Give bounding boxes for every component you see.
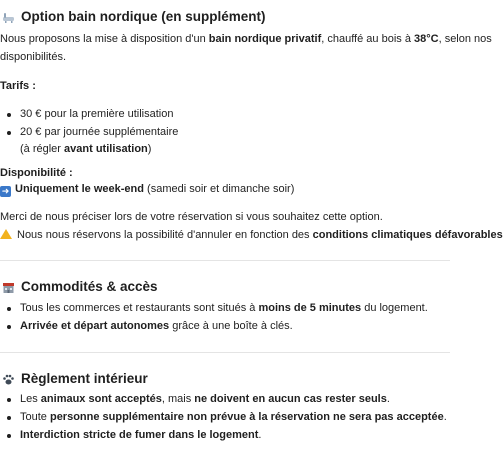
commodites-heading-row bbox=[2, 278, 158, 296]
paw-icon bbox=[2, 373, 15, 386]
sauna-intro bbox=[0, 32, 492, 47]
bathtub-icon bbox=[2, 11, 15, 24]
divider bbox=[0, 352, 450, 353]
commodite-text-2: du logement. bbox=[361, 302, 428, 314]
note-text-2: ) bbox=[147, 143, 152, 155]
sauna-title-text: Option bain nordique (en supplément) bbox=[21, 9, 266, 24]
intro-text-2: , chauffé au bois à bbox=[321, 33, 414, 45]
warning-line bbox=[0, 228, 503, 243]
sauna-heading-row bbox=[2, 8, 266, 26]
dispo-label bbox=[0, 166, 73, 181]
list-item: 30 € pour la première utilisation bbox=[0, 107, 178, 125]
note-bold: avant utilisation bbox=[64, 143, 148, 155]
regle-text-6: . bbox=[258, 429, 262, 441]
regle-text-1: Les bbox=[20, 393, 41, 405]
regle-bold-4: Interdiction stricte de fumer dans le logement bbox=[20, 429, 259, 441]
commodites-list bbox=[0, 301, 428, 337]
warning-text: Nous nous réservons la possibilité d'annuler en fonction des bbox=[17, 229, 313, 241]
building-icon bbox=[2, 281, 15, 294]
commodite-text-3: grâce à une boîte à clés. bbox=[169, 320, 293, 332]
commodite-bold-1: moins de 5 minutes bbox=[258, 302, 362, 314]
reglement-title-text: Règlement intérieur bbox=[21, 371, 148, 386]
tarifs-note bbox=[0, 142, 151, 157]
sauna-intro-line2: disponibilités. bbox=[0, 51, 67, 63]
tarifs-list bbox=[0, 107, 178, 143]
dispo-line bbox=[0, 182, 294, 197]
regle-text-4: Toute bbox=[20, 411, 50, 423]
regle-bold-1: animaux sont acceptés bbox=[40, 393, 162, 405]
commodite-bold-2: Arrivée et départ autonomes bbox=[20, 320, 170, 332]
list-item: 20 € par journée supplémentaire bbox=[0, 125, 178, 143]
list-item bbox=[0, 301, 428, 319]
divider bbox=[0, 260, 450, 261]
warning-bold: conditions climatiques défavorables bbox=[312, 229, 503, 241]
regle-text-2: , mais bbox=[161, 393, 195, 405]
regle-bold-3: personne supplémentaire non prévue à la réservation ne sera pas acceptée bbox=[49, 411, 444, 423]
tarifs-label-text: Tarifs : bbox=[0, 80, 36, 92]
dispo-text: (samedi soir et dimanche soir) bbox=[143, 183, 295, 195]
regle-bold-2: ne doivent en aucun cas rester seuls bbox=[194, 393, 387, 405]
list-item bbox=[0, 319, 428, 337]
reglement-list bbox=[0, 392, 447, 446]
list-item bbox=[0, 428, 447, 446]
sauna-title bbox=[2, 8, 266, 26]
intro-bold-2: 38°C bbox=[414, 33, 439, 45]
regle-text-3: . bbox=[386, 393, 390, 405]
intro-bold-1: bain nordique privatif bbox=[208, 33, 322, 45]
dispo-bold: Uniquement le week-end bbox=[15, 183, 144, 195]
regle-text-5: . bbox=[443, 411, 447, 423]
list-item bbox=[0, 392, 447, 410]
right-arrow-icon: ➜ bbox=[1, 186, 10, 196]
commodite-text-1: Tous les commerces et restaurants sont situés à bbox=[20, 302, 259, 314]
commodites-title-text: Commodités & accès bbox=[21, 279, 158, 294]
reglement-title bbox=[2, 370, 148, 388]
note-text-1: (à régler bbox=[20, 143, 65, 155]
commodites-title bbox=[2, 278, 158, 296]
list-item bbox=[0, 410, 447, 428]
intro-text-3: , selon nos bbox=[438, 33, 492, 45]
reglement-heading-row bbox=[2, 370, 148, 388]
intro-text-1: Nous proposons la mise à disposition d'un bbox=[0, 33, 209, 45]
dispo-label-text: Disponibilité : bbox=[0, 167, 73, 179]
tarifs-label bbox=[0, 79, 36, 94]
request-text: Merci de nous préciser lors de votre réservation si vous souhaitez cette option. bbox=[0, 211, 383, 223]
warning-icon bbox=[0, 229, 12, 239]
